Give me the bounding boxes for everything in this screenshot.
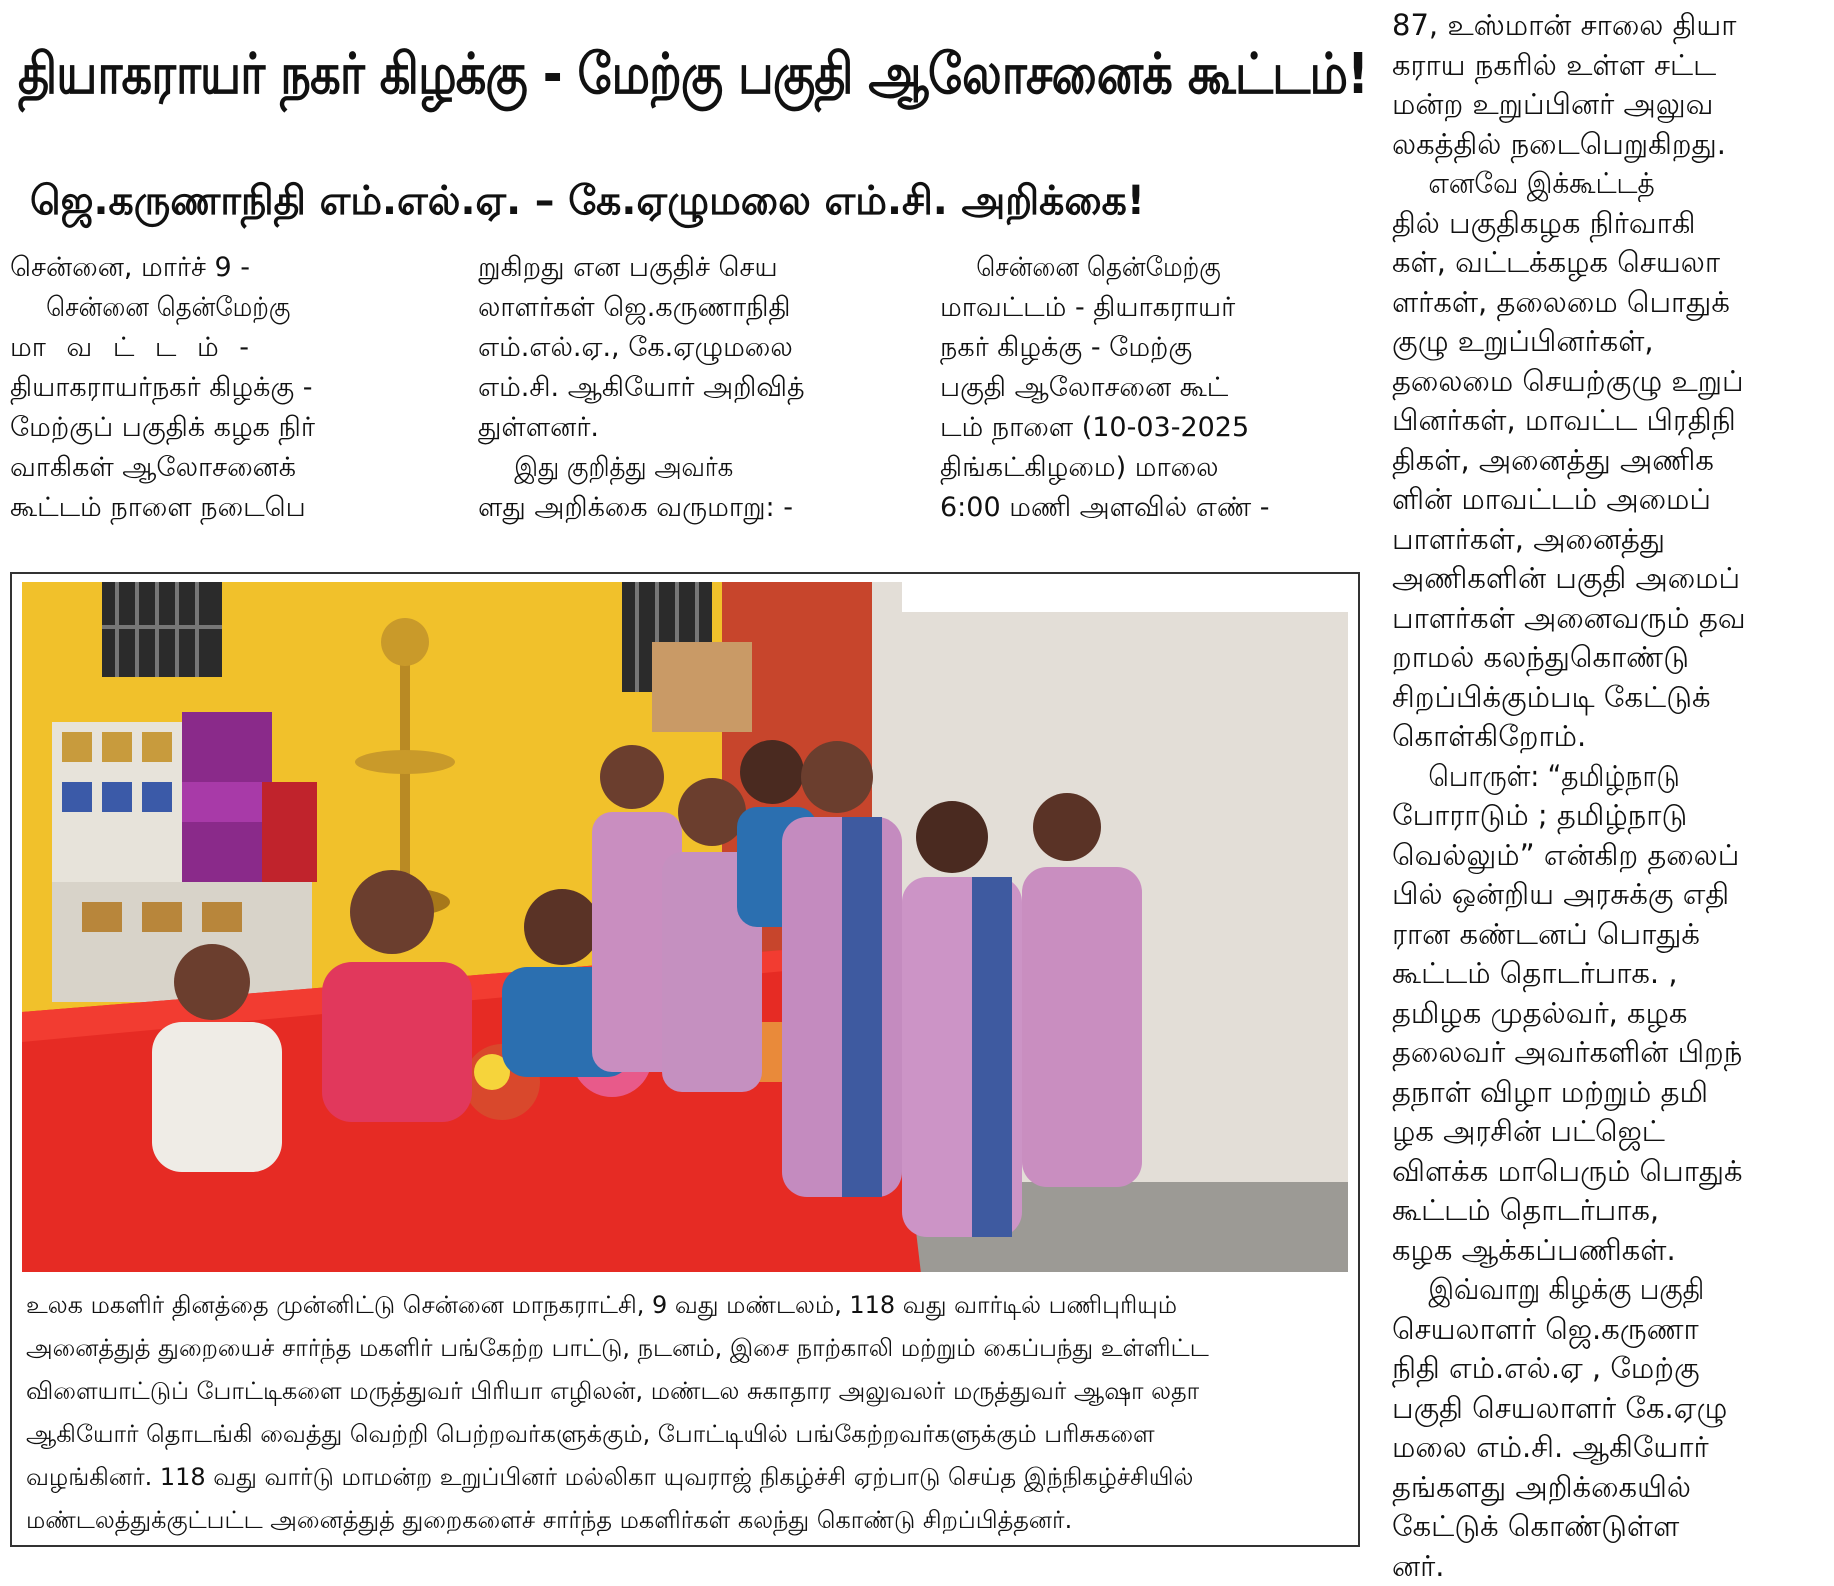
photo-frame xyxy=(10,572,1360,1547)
text-line: டம் நாளை (10-03-2025 xyxy=(940,408,1360,448)
text-line: விளக்க மாபெரும் பொதுக் xyxy=(1392,1152,1828,1192)
dateline: சென்னை, மார்ச் 9 - xyxy=(10,248,425,288)
text-line: கள், வட்டக்கழக செயலா xyxy=(1392,243,1828,283)
text-line: பில் ஒன்றிய அரசுக்கு எதி xyxy=(1392,875,1828,915)
text-line: இவ்வாறு கிழக்கு பகுதி xyxy=(1392,1270,1788,1310)
text-line: திகள், அனைத்து அணிக xyxy=(1392,441,1828,481)
text-line: மேற்குப் பகுதிக் கழக நிர் xyxy=(10,408,425,448)
text-line: தநாள் விழா மற்றும் தமி xyxy=(1392,1073,1828,1113)
text-line: ளின் மாவட்டம் அமைப் xyxy=(1392,480,1828,520)
subheadline: ஜெ.கருணாநிதி எம்.எல்.ஏ. – கே.ஏழுமலை எம்.சி. அறிக்கை! xyxy=(30,162,1350,240)
text-line: வெல்லும்” என்கிற தலைப் xyxy=(1392,836,1828,876)
text-line: எனவே இக்கூட்டத் xyxy=(1392,164,1788,204)
caption-line: மண்டலத்துக்குட்பட்ட அனைத்துத் துறைகளைச் சார்ந்த மகளிர்கள் கலந்து கொண்டு சிறப்பித்தனர். xyxy=(26,1499,1344,1542)
photo-caption xyxy=(26,1284,1346,1542)
text-line: குழு உறுப்பினர்கள், xyxy=(1392,322,1828,362)
text-line: கேட்டுக் கொண்டுள்ள xyxy=(1392,1507,1828,1547)
text-line: எம்.எல்.ஏ., கே.ஏழுமலை xyxy=(478,328,898,368)
caption-line: அனைத்துத் துறையைச் சார்ந்த மகளிர் பங்கேற்ற பாட்டு, நடனம், இசை நாற்காலி மற்றும் கைப்பந்து உள்ளிட்ட xyxy=(26,1327,1344,1370)
caption-line: ஆகியோர் தொடங்கி வைத்து வெற்றி பெற்றவர்களுக்கும், போட்டியில் பங்கேற்றவர்களுக்கும் பரிசுகளை xyxy=(26,1413,1344,1456)
text-line: தில் பகுதிகழக நிர்வாகி xyxy=(1392,204,1828,244)
text-line: ளர்கள், தலைமை பொதுக் xyxy=(1392,283,1828,323)
text-line: தியாகராயர்நகர் கிழக்கு - xyxy=(10,368,425,408)
text-line: கொள்கிறோம். xyxy=(1392,717,1828,757)
text-line: பாளர்கள் அனைவரும் தவ xyxy=(1392,599,1828,639)
text-line: கூட்டம் நாளை நடைபெ xyxy=(10,488,425,528)
event-photo xyxy=(22,582,1348,1272)
text-line: மா வ ட் ட ம் - xyxy=(10,328,425,368)
headline: தியாகராயர் நகர் கிழக்கு - மேற்கு பகுதி ஆலோசனைக் கூட்டம்! xyxy=(18,20,1171,130)
text-line: மலை எம்.சி. ஆகியோர் xyxy=(1392,1428,1828,1468)
text-line: பாளர்கள், அனைத்து xyxy=(1392,520,1828,560)
text-line: திங்கட்கிழமை) மாலை xyxy=(940,448,1360,488)
article-column-2 xyxy=(478,248,898,528)
text-line: 6:00 மணி அளவில் எண் - xyxy=(940,488,1360,528)
text-line: எம்.சி. ஆகியோர் அறிவித் xyxy=(478,368,898,408)
text-line: மன்ற உறுப்பினர் அலுவ xyxy=(1392,85,1828,125)
text-line: கராய நகரில் உள்ள சட்ட xyxy=(1392,46,1828,86)
text-line: சிறப்பிக்கும்படி கேட்டுக் xyxy=(1392,678,1828,718)
text-line: ழக அரசின் பட்ஜெட் xyxy=(1392,1112,1828,1152)
article-column-4 xyxy=(1392,6,1828,1586)
caption-line: உலக மகளிர் தினத்தை முன்னிட்டு சென்னை மாநகராட்சி, 9 வது மண்டலம், 118 வது வார்டில் பணிபுரியும் xyxy=(26,1284,1344,1327)
text-line: செயலாளர் ஜெ.கருணா xyxy=(1392,1310,1828,1350)
text-line: னர். xyxy=(1392,1547,1828,1586)
text-line: அணிகளின் பகுதி அமைப் xyxy=(1392,559,1828,599)
text-line: கூட்டம் தொடர்பாக. , xyxy=(1392,954,1828,994)
text-line: நகர் கிழக்கு - மேற்கு xyxy=(940,328,1360,368)
text-line: போராடும் ; தமிழ்நாடு xyxy=(1392,796,1828,836)
text-line: பகுதி ஆலோசனை கூட் xyxy=(940,368,1360,408)
text-line: தலைமை செயற்குழு உறுப் xyxy=(1392,362,1828,402)
text-line: சென்னை தென்மேற்கு xyxy=(10,288,385,328)
text-line: பகுதி செயலாளர் கே.ஏழு xyxy=(1392,1389,1828,1429)
text-line: லாளர்கள் ஜெ.கருணாநிதி xyxy=(478,288,898,328)
article-column-1 xyxy=(10,248,425,528)
text-line: 87, உஸ்மான் சாலை தியா xyxy=(1392,6,1828,46)
article-column-3 xyxy=(940,248,1360,528)
text-line: கூட்டம் தொடர்பாக, xyxy=(1392,1191,1828,1231)
text-line: கழக ஆக்கப்பணிகள். xyxy=(1392,1231,1828,1271)
text-line: சென்னை தென்மேற்கு xyxy=(940,248,1320,288)
text-line: பொருள்: “தமிழ்நாடு xyxy=(1392,757,1788,797)
text-line: ளது அறிக்கை வருமாறு: - xyxy=(478,488,898,528)
text-line: துள்ளனர். xyxy=(478,408,898,448)
text-line: றாமல் கலந்துகொண்டு xyxy=(1392,638,1828,678)
text-line: வாகிகள் ஆலோசனைக் xyxy=(10,448,425,488)
text-line: ரான கண்டனப் பொதுக் xyxy=(1392,915,1828,955)
text-line: இது குறித்து அவர்க xyxy=(478,448,858,488)
text-line: தமிழக முதல்வர், கழக xyxy=(1392,994,1828,1034)
caption-line: வழங்கினர். 118 வது வார்டு மாமன்ற உறுப்பினர் மல்லிகா யுவராஜ் நிகழ்ச்சி ஏற்பாடு செய்த இந்நிகழ்ச்சியில் xyxy=(26,1456,1344,1499)
text-line: மாவட்டம் - தியாகராயர் xyxy=(940,288,1360,328)
caption-line: விளையாட்டுப் போட்டிகளை மருத்துவர் பிரியா எழிலன், மண்டல சுகாதார அலுவலர் மருத்துவர் ஆஷா லதா xyxy=(26,1370,1344,1413)
text-line: தங்களது அறிக்கையில் xyxy=(1392,1468,1828,1508)
text-line: பினர்கள், மாவட்ட பிரதிநி xyxy=(1392,401,1828,441)
text-line: தலைவர் அவர்களின் பிறந் xyxy=(1392,1033,1828,1073)
text-line: லகத்தில் நடைபெறுகிறது. xyxy=(1392,125,1828,165)
text-line: றுகிறது என பகுதிச் செய xyxy=(478,248,898,288)
text-line: நிதி எம்.எல்.ஏ , மேற்கு xyxy=(1392,1349,1828,1389)
